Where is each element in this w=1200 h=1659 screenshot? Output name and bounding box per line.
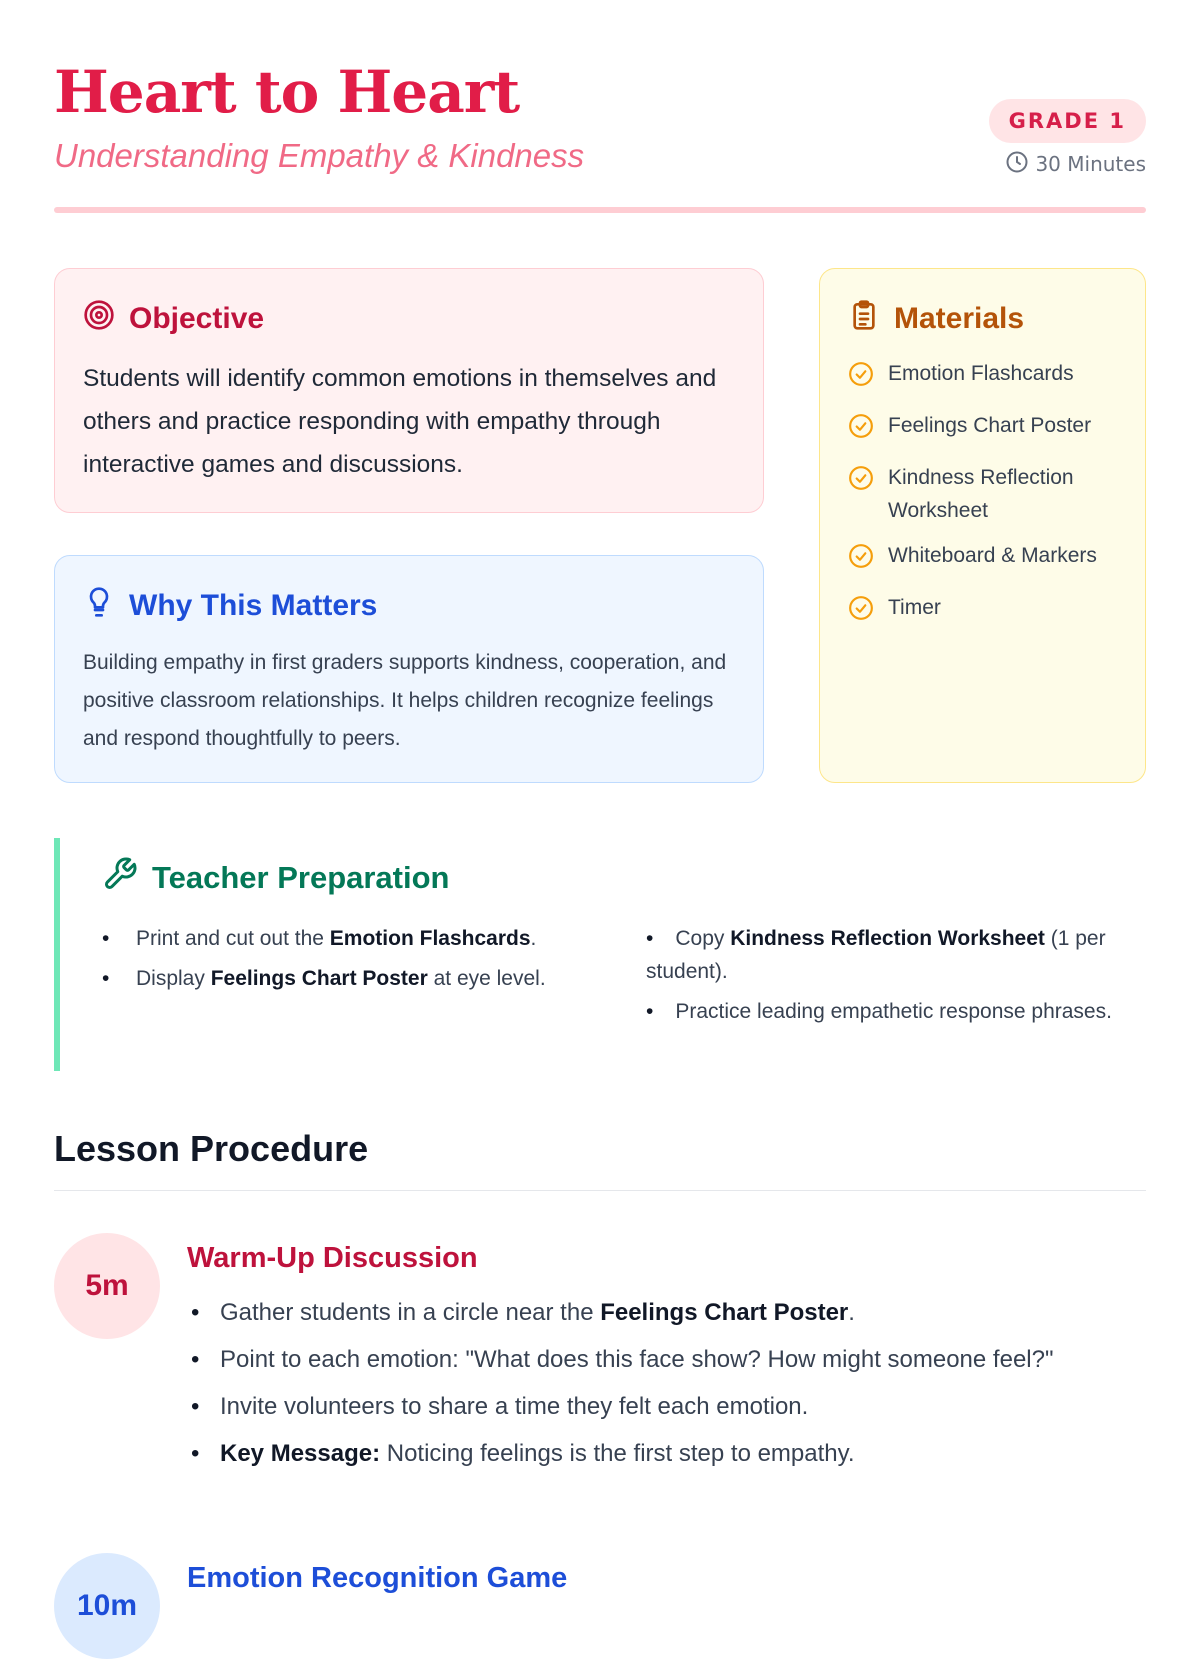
- prep-item: • Print and cut out the Emotion Flashcards.: [102, 922, 646, 955]
- check-circle-icon: [848, 539, 874, 579]
- step-title: Emotion Recognition Game: [187, 1562, 568, 1594]
- step-list-item: • Key Message: Noticing feelings is the first step to empathy.: [187, 1434, 1127, 1473]
- step-list: [187, 1293, 1127, 1481]
- materials-item-label: Feelings Chart Poster: [888, 414, 1092, 437]
- grade-badge: GRADE 1: [989, 99, 1146, 143]
- prep-column-right: [646, 922, 1146, 1035]
- why-heading-label: Why This Matters: [129, 589, 378, 622]
- materials-item: [848, 357, 1117, 397]
- materials-item-label: Emotion Flashcards: [888, 362, 1074, 385]
- teacher-prep-section: [54, 838, 1146, 1071]
- materials-item: [848, 539, 1117, 579]
- prep-item: • Copy Kindness Reflection Worksheet (1 per student).: [646, 922, 1146, 988]
- why-heading: [83, 586, 735, 626]
- wrench-icon: [102, 856, 138, 900]
- prep-columns: [102, 922, 1146, 1035]
- step-time-badge: 10m: [54, 1553, 160, 1659]
- step-list-item: • Invite volunteers to share a time they felt each emotion.: [187, 1387, 1127, 1426]
- materials-item: [848, 591, 1117, 631]
- materials-item-label: Kindness Reflection Worksheet: [888, 466, 1074, 522]
- clock-icon: [1005, 150, 1029, 179]
- materials-item: [848, 461, 1117, 527]
- prep-item: • Practice leading empathetic response phrases.: [646, 995, 1146, 1028]
- prep-heading-label: Teacher Preparation: [152, 860, 450, 895]
- objective-text: Students will identify common emotions in themselves and others and practice responding with empathy through interactive games and discussions.: [83, 365, 717, 478]
- why-text: Building empathy in first graders supports kindness, cooperation, and positive classroom relationships. It helps children recognize feelings and respond thoughtfully to peers.: [83, 651, 727, 750]
- step-title: Warm-Up Discussion: [187, 1242, 478, 1274]
- lesson-plan-page: [54, 0, 1146, 1622]
- target-icon: [83, 299, 115, 339]
- objective-heading: [83, 299, 735, 339]
- step-list-item: • Point to each emotion: "What does this face show? How might someone feel?": [187, 1340, 1127, 1379]
- clipboard-icon: [848, 299, 880, 339]
- page-title: Heart to Heart: [54, 58, 520, 126]
- check-circle-icon: [848, 409, 874, 449]
- materials-item-label: Whiteboard & Markers: [888, 544, 1097, 567]
- header-divider: [54, 207, 1146, 213]
- prep-heading: [102, 856, 1146, 900]
- page-subtitle: Understanding Empathy & Kindness: [54, 137, 585, 174]
- why-card: [54, 555, 764, 783]
- check-circle-icon: [848, 461, 874, 527]
- objective-card: [54, 268, 764, 513]
- prep-item: • Display Feelings Chart Poster at eye level.: [102, 962, 646, 995]
- procedure-divider: [54, 1190, 1146, 1191]
- materials-item-label: Timer: [888, 596, 941, 619]
- materials-item: [848, 409, 1117, 449]
- prep-column-left: [102, 922, 646, 1035]
- materials-card: [819, 268, 1146, 783]
- duration-label: 30 Minutes: [1035, 152, 1146, 176]
- check-circle-icon: [848, 591, 874, 631]
- materials-heading-label: Materials: [894, 302, 1025, 335]
- step-time-badge: 5m: [54, 1233, 160, 1339]
- materials-list: [848, 357, 1117, 631]
- duration: [1005, 148, 1146, 180]
- materials-heading: [848, 299, 1117, 339]
- lightbulb-icon: [83, 586, 115, 626]
- procedure-heading: Lesson Procedure: [54, 1128, 369, 1169]
- check-circle-icon: [848, 357, 874, 397]
- objective-heading-label: Objective: [129, 302, 265, 335]
- step-list-item: • Gather students in a circle near the Feelings Chart Poster.: [187, 1293, 1127, 1332]
